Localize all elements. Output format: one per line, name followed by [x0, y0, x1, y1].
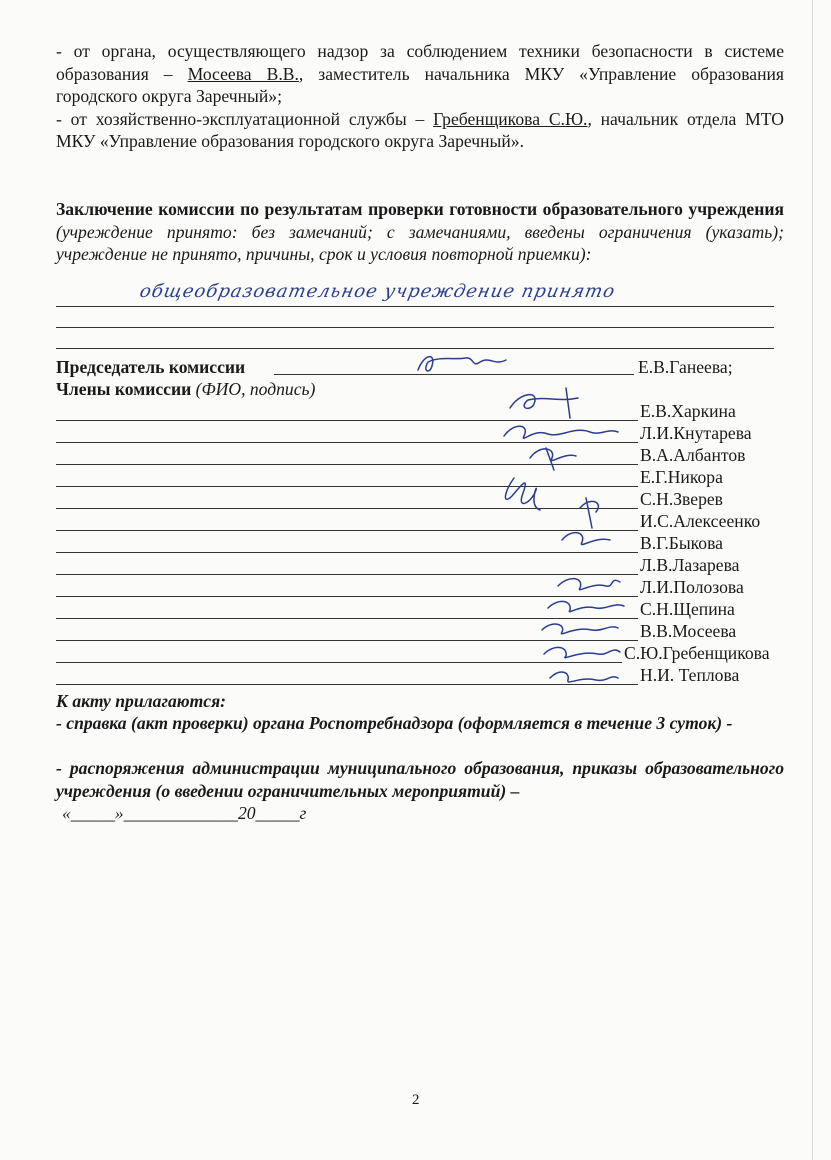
- chair-signature-icon: [410, 348, 520, 380]
- intro-paragraph: [56, 40, 784, 153]
- conclusion-heading: Заключение комиссии по результатам проверки готовности образовательного учреждения: [56, 199, 784, 219]
- member-name-7: В.Г.Быкова: [640, 533, 723, 553]
- member-name-9: Л.И.Полозова: [640, 577, 744, 597]
- member-name-10: С.Н.Щепина: [640, 599, 735, 619]
- member-name-6: И.С.Алексеенко: [640, 511, 761, 531]
- member-name-8: Л.В.Лазарева: [640, 555, 740, 575]
- member-name-13: Н.И. Теплова: [640, 665, 740, 685]
- intro-line1-name: Мосеева В.В.: [187, 63, 299, 84]
- members-heading: [56, 378, 315, 400]
- page-number: 2: [412, 1092, 420, 1108]
- members-label: Члены комиссии: [56, 379, 192, 399]
- member-name-3: В.А.Албантов: [640, 445, 746, 465]
- conclusion-line-1: [56, 306, 774, 307]
- member-name-12: С.Ю.Гребенщикова: [624, 643, 770, 663]
- attachment-item-2: - распоряжения администрации муниципального образования, приказы образовательного учреждения (о введении ограничительных мероприятий) –: [56, 758, 784, 801]
- member-name-4: Е.Г.Никора: [640, 467, 723, 487]
- conclusion-line-2: [56, 327, 774, 328]
- member-name-1: Е.В.Харкина: [640, 401, 736, 421]
- intro-line1-text: - от органа, осуществляющего надзор за соблюдением техники безопасности в системе образования –: [56, 41, 784, 84]
- attachment-item-1: - справка (акт проверки) органа Роспотребнадзора (оформляется в течение 3 суток) -: [56, 713, 733, 733]
- chair-name: Е.В.Ганеева;: [638, 357, 733, 377]
- intro-line2-post: , начальник отдела МТО МКУ «Управление образования городского округа Заречный».: [56, 108, 784, 151]
- intro-line1-post: , заместитель начальника МКУ «Управление образования городского округа Заречный»;: [56, 63, 784, 106]
- intro-line2-name: Гребенщикова С.Ю.: [433, 108, 588, 129]
- member-name-2: Л.И.Кнутарева: [640, 423, 752, 443]
- conclusion-note: (учреждение принято: без замечаний; с замечаниями, введены ограничения (указать); учреждение не принято, причины, срок и условия повторной приемки):: [56, 221, 784, 264]
- conclusion-paragraph: [56, 198, 784, 266]
- intro-line2-text: - от хозяйственно-эксплуатационной службы –: [56, 108, 434, 129]
- member-signatures-icon: [500, 378, 630, 688]
- date-line: «_____»_____________20_____г: [62, 803, 307, 823]
- attachments-heading: К акту прилагаются:: [56, 691, 227, 711]
- handwritten-conclusion: общеобразовательное учреждение принято: [137, 281, 618, 302]
- member-name-11: В.В.Мосеева: [640, 621, 737, 641]
- members-label-note: (ФИО, подпись): [195, 379, 316, 399]
- member-name-5: С.Н.Зверев: [640, 489, 723, 509]
- chair-label: Председатель комиссии: [56, 357, 246, 377]
- page-edge: [812, 0, 813, 1160]
